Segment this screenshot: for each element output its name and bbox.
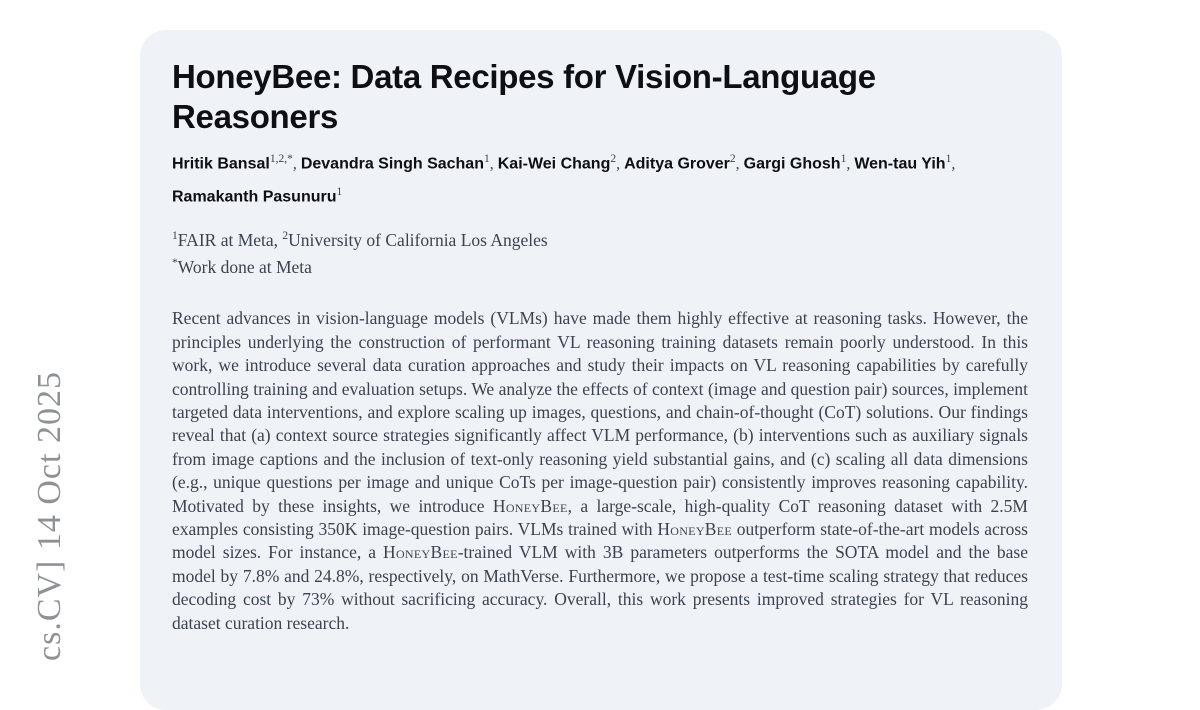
footnote-line xyxy=(172,251,1028,279)
author-affiliation-mark: 1 xyxy=(840,153,847,165)
author-separator: , xyxy=(846,155,855,173)
paper-card xyxy=(140,30,1062,710)
author-separator: , xyxy=(489,155,498,173)
author-affiliation-mark: 1 xyxy=(945,153,952,165)
author-affiliation-mark: 1 xyxy=(336,186,343,199)
abstract-text: Recent advances in vision-language models (VLMs) have made them highly effective at reasoning tasks. However, the principles underlying the construction of performant VL reasoning training datasets remain poorly understood. In this work, we introduce several data curation approaches and study their impacts on VL reasoning capabilities by carefully controlling training and evaluation setups. We analyze the effects of context (image and question pair) sources, implement targeted data interventions, and explore scaling up images, questions, and chain-of-thought (CoT) solutions. Our findings reveal that (a) context source strategies significantly affect VLM performance, (b) interventions such as auxiliary signals from image captions and the inclusion of text-only reasoning yield substantial gains, and (c) scaling all data dimensions (e.g., unique questions per image and unique CoTs per image-question pair) consistently improves reasoning capability. Motivated by these insights, we introduce xyxy=(172,308,1028,516)
arxiv-watermark: cs.CV] 14 Oct 2025 xyxy=(31,371,68,661)
author-separator: , xyxy=(616,155,625,173)
author-name: Ramakanth Pasunuru xyxy=(172,188,337,206)
author-affiliation-mark: 1 xyxy=(483,153,490,165)
footnote-text: Work done at Meta xyxy=(177,257,312,278)
affiliation-text: FAIR at Meta, xyxy=(177,229,283,250)
affiliation-mark: 2 xyxy=(282,229,289,242)
footnote-mark: * xyxy=(172,257,178,270)
abstract-text: -trained VLM with 3B parameters outperforms the SOTA model and the base model by 7.8% and 24.8%, respectively, on MathVerse. Furthermore, we propose a test-time scaling strategy that reduces decoding cost by 73% without sacrificing accuracy. Overall, this work presents improved strategies for VL reasoning dataset curation research. xyxy=(172,542,1028,633)
author-affiliation-mark: 2 xyxy=(729,153,736,165)
abstract-text: , a large-scale, high-quality CoT reasoning dataset with 2.5M examples consisting 350K image-question pairs. VLMs trained with xyxy=(172,495,1028,539)
author-affiliation-mark: 1,2,* xyxy=(269,153,293,165)
author-name: Aditya Grover xyxy=(624,155,730,173)
author-name: Wen-tau Yih xyxy=(854,155,946,173)
affiliation-line xyxy=(172,224,1028,252)
honeybee-smallcaps: HoneyBee xyxy=(383,542,458,563)
abstract-text: outperform state-of-the-art models across model sizes. For instance, a xyxy=(172,518,1028,563)
author-affiliation-mark: 2 xyxy=(610,153,617,165)
author-separator: , xyxy=(292,155,301,173)
author-separator: , xyxy=(951,155,956,173)
honeybee-smallcaps: HoneyBee xyxy=(657,518,733,539)
abstract xyxy=(172,307,1028,635)
author-name: Devandra Singh Sachan xyxy=(300,155,484,173)
affiliation-mark: 1 xyxy=(172,229,178,242)
honeybee-smallcaps: HoneyBee xyxy=(492,495,568,516)
affiliations-block xyxy=(172,224,1028,280)
author-name: Hritik Bansal xyxy=(172,155,270,173)
author-name: Kai-Wei Chang xyxy=(497,155,611,173)
affiliation-text: University of California Los Angeles xyxy=(288,229,548,250)
author-list xyxy=(172,145,1028,212)
author-name: Gargi Ghosh xyxy=(743,155,841,173)
paper-title: HoneyBee: Data Recipes for Vision-Language Reasoners xyxy=(172,58,876,135)
author-separator: , xyxy=(735,155,744,173)
